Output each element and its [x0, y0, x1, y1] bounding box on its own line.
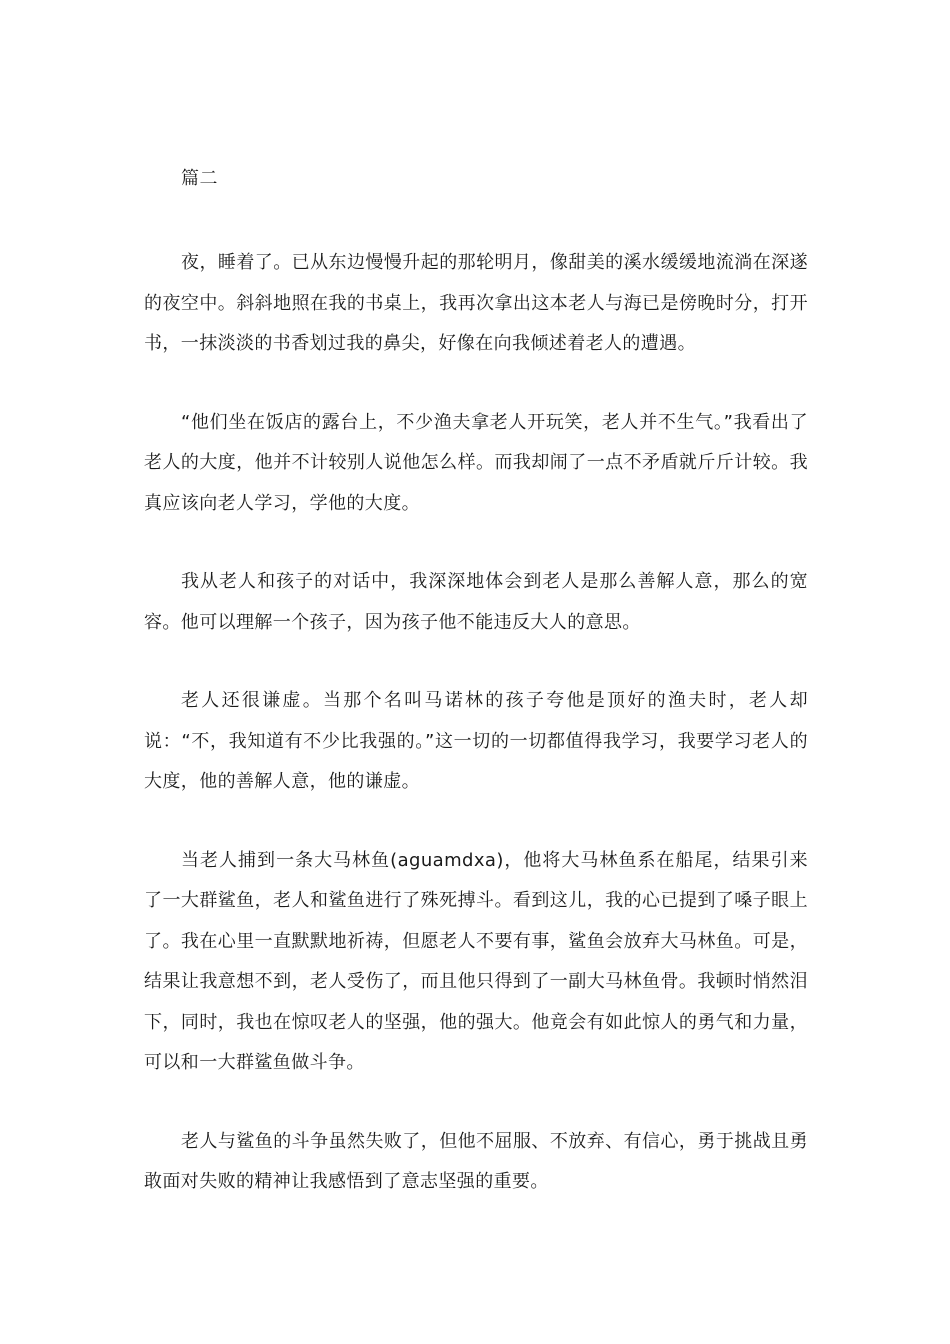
paragraph-4: 老人还很谦虚。当那个名叫马诺林的孩子夸他是顶好的渔夫时，老人却说：“不，我知道有不少比我强的。”这一切的一切都值得我学习，我要学习老人的大度，他的善解人意，他的谦虚。	[144, 690, 808, 792]
paragraph-6: 老人与鲨鱼的斗争虽然失败了，但他不屈服、不放弃、有信心，勇于挑战且勇敢面对失败的精神让我感悟到了意志坚强的重要。	[144, 1130, 808, 1192]
paragraph-1: 夜，睡着了。已从东边慢慢升起的那轮明月，像甜美的溪水缓缓地流淌在深遂的夜空中。斜斜地照在我的书桌上，我再次拿出这本老人与海已是傍晚时分，打开书，一抹淡淡的书香划过我的鼻尖，好像在向我倾述着老人的遭遇。	[144, 252, 808, 354]
document-body	[144, 163, 808, 1241]
section-heading: 篇二	[181, 168, 218, 189]
paragraph-2: “他们坐在饭店的露台上，不少渔夫拿老人开玩笑，老人并不生气。”我看出了老人的大度，他并不计较别人说他怎么样。而我却闹了一点不矛盾就斤斤计较。我真应该向老人学习，学他的大度。	[144, 411, 808, 514]
paragraph-5: 当老人捕到一条大马林鱼(aguamdxa)，他将大马林鱼系在船尾，结果引来了一大群鲨鱼，老人和鲨鱼进行了殊死搏斗。看到这儿，我的心已提到了嗓子眼上了。我在心里一直默默地祈祷，但愿老人不要有事，鲨鱼会放弃大马林鱼。可是，结果让我意想不到，老人受伤了，而且他只得到了一副大马林鱼骨。我顿时悄然泪下，同时，我也在惊叹老人的坚强，他的强大。他竟会有如此惊人的勇气和力量，可以和一大群鲨鱼做斗争。	[144, 849, 808, 1073]
paragraph-3: 我从老人和孩子的对话中，我深深地体会到老人是那么善解人意，那么的宽容。他可以理解一个孩子，因为孩子他不能违反大人的意思。	[144, 571, 808, 633]
